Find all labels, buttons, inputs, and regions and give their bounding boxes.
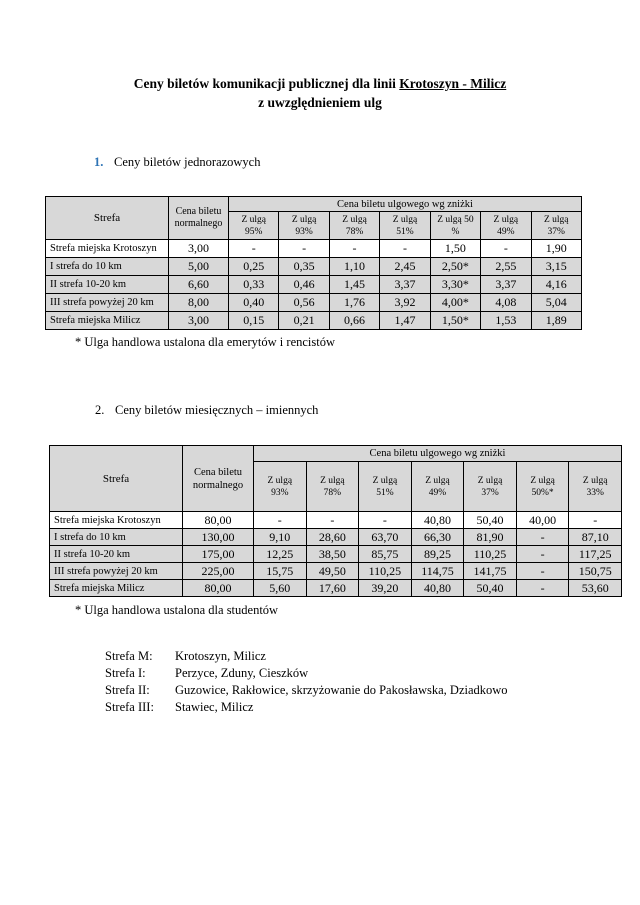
zone-definition-row [105, 699, 640, 716]
discount-column-header: Z ulgą 50 % [430, 212, 480, 240]
table-body [46, 240, 582, 330]
price-cell: 225,00 [183, 563, 254, 580]
price-cell: 50,40 [464, 512, 517, 529]
table-body [50, 512, 622, 597]
price-cell: 0,40 [229, 294, 279, 312]
normal-price-column-header: Cena biletu normalnego [169, 197, 229, 240]
zone-label-cell: II strefa 10-20 km [46, 276, 169, 294]
price-cell: 141,75 [464, 563, 517, 580]
discount-column-header: Z ulgą 78% [306, 462, 359, 512]
table-row [50, 546, 622, 563]
discount-column-header: Z ulgą 49% [411, 462, 464, 512]
price-cell: 1,47 [380, 312, 430, 330]
price-cell: - [516, 529, 569, 546]
zone-localities: Perzyce, Zduny, Cieszków [175, 666, 309, 680]
footnote-students: * Ulga handlowa ustalona dla studentów [75, 603, 279, 617]
price-cell: 40,80 [411, 580, 464, 597]
zone-label-cell: III strefa powyżej 20 km [50, 563, 183, 580]
zone-label-cell: II strefa 10-20 km [50, 546, 183, 563]
discount-column-header: Z ulgą 78% [329, 212, 379, 240]
table-row [46, 240, 582, 258]
price-cell: 1,90 [531, 240, 581, 258]
price-cell: 5,04 [531, 294, 581, 312]
zone-definition-row [105, 665, 640, 682]
price-cell: 80,00 [183, 512, 254, 529]
table-header-row [50, 446, 622, 462]
zone-name: Strefa M: [105, 649, 153, 663]
price-cell: 80,00 [183, 580, 254, 597]
table-header [46, 197, 582, 240]
price-cell: 49,50 [306, 563, 359, 580]
discount-column-header: Z ulgą 51% [380, 212, 430, 240]
price-cell: 66,30 [411, 529, 464, 546]
zone-name: Strefa II: [105, 683, 150, 697]
price-cell: 3,00 [169, 240, 229, 258]
price-cell: 2,45 [380, 258, 430, 276]
zone-localities: Stawiec, Milicz [175, 700, 254, 714]
discount-column-header: Z ulgą 93% [254, 462, 307, 512]
price-cell: 2,50* [430, 258, 480, 276]
price-cell: 12,25 [254, 546, 307, 563]
monthly-tickets-table [49, 445, 622, 597]
table-row [46, 294, 582, 312]
price-cell: 0,35 [279, 258, 329, 276]
zone-name: Strefa I: [105, 666, 146, 680]
price-cell: 0,25 [229, 258, 279, 276]
table-row [46, 276, 582, 294]
price-cell: 6,60 [169, 276, 229, 294]
price-cell: 0,15 [229, 312, 279, 330]
price-cell: 38,50 [306, 546, 359, 563]
discount-group-header: Cena biletu ulgowego wg zniżki [254, 446, 622, 462]
price-cell: 40,00 [516, 512, 569, 529]
title-line-1 [0, 74, 640, 93]
price-cell: 1,50 [430, 240, 480, 258]
discount-column-header: Z ulgą 51% [359, 462, 412, 512]
price-cell: 17,60 [306, 580, 359, 597]
discount-column-header: Z ulgą 37% [464, 462, 517, 512]
price-cell: 117,25 [569, 546, 622, 563]
strefa-column-header: Strefa [46, 197, 169, 240]
price-cell: - [279, 240, 329, 258]
table-row [50, 529, 622, 546]
discount-group-header: Cena biletu ulgowego wg zniżki [229, 197, 582, 212]
price-cell: - [306, 512, 359, 529]
zone-definition-row [105, 648, 640, 665]
price-cell: 3,37 [481, 276, 531, 294]
price-cell: 87,10 [569, 529, 622, 546]
zone-localities: Krotoszyn, Milicz [175, 649, 266, 663]
price-cell: - [516, 580, 569, 597]
zone-label-cell: Strefa miejska Milicz [46, 312, 169, 330]
price-cell: - [569, 512, 622, 529]
title-line-2: z uwzględnieniem ulg [258, 95, 382, 110]
section-number: 1. [94, 155, 104, 169]
price-cell: 114,75 [411, 563, 464, 580]
price-cell: 1,10 [329, 258, 379, 276]
price-cell: 3,37 [380, 276, 430, 294]
discount-column-header: Z ulgą 37% [531, 212, 581, 240]
price-cell: 40,80 [411, 512, 464, 529]
price-cell: 28,60 [306, 529, 359, 546]
normal-price-column-header: Cena biletu normalnego [183, 446, 254, 512]
price-cell: 175,00 [183, 546, 254, 563]
price-cell: 1,45 [329, 276, 379, 294]
price-cell: - [380, 240, 430, 258]
price-cell: 4,08 [481, 294, 531, 312]
price-cell: 150,75 [569, 563, 622, 580]
price-cell: 3,15 [531, 258, 581, 276]
table-row [46, 258, 582, 276]
price-cell: 9,10 [254, 529, 307, 546]
price-cell: 1,89 [531, 312, 581, 330]
discount-column-header: Z ulgą 49% [481, 212, 531, 240]
zone-label-cell: Strefa miejska Krotoszyn [46, 240, 169, 258]
section-label: Ceny biletów miesięcznych – imiennych [115, 403, 319, 417]
price-cell: 39,20 [359, 580, 412, 597]
price-cell: 50,40 [464, 580, 517, 597]
discount-column-header: Z ulgą 50%* [516, 462, 569, 512]
price-cell: 89,25 [411, 546, 464, 563]
discount-column-header: Z ulgą 95% [229, 212, 279, 240]
price-cell: 0,66 [329, 312, 379, 330]
title-route-underlined: Krotoszyn - Milicz [399, 76, 507, 91]
price-cell: 85,75 [359, 546, 412, 563]
section-heading-monthly-tickets [95, 402, 640, 418]
price-cell: 2,55 [481, 258, 531, 276]
price-cell: 3,92 [380, 294, 430, 312]
price-cell: 0,56 [279, 294, 329, 312]
price-cell: 53,60 [569, 580, 622, 597]
price-cell: 5,60 [254, 580, 307, 597]
price-cell: - [516, 546, 569, 563]
zone-definition-row [105, 682, 640, 699]
zone-label-cell: III strefa powyżej 20 km [46, 294, 169, 312]
price-cell: 130,00 [183, 529, 254, 546]
price-cell: - [516, 563, 569, 580]
zone-label-cell: Strefa miejska Krotoszyn [50, 512, 183, 529]
zone-definitions [105, 648, 640, 716]
price-cell: 110,25 [359, 563, 412, 580]
table-row [46, 312, 582, 330]
price-cell: 1,76 [329, 294, 379, 312]
discount-column-header: Z ulgą 93% [279, 212, 329, 240]
table-row [50, 512, 622, 529]
price-cell: 63,70 [359, 529, 412, 546]
table-header [50, 446, 622, 512]
price-cell: 4,00* [430, 294, 480, 312]
zone-localities: Guzowice, Rakłowice, skrzyżowanie do Pakosławska, Dziadkowo [175, 683, 508, 697]
price-cell: - [329, 240, 379, 258]
document-title [0, 0, 640, 112]
section-label: Ceny biletów jednorazowych [114, 155, 261, 169]
price-cell: - [229, 240, 279, 258]
section-heading-single-tickets [94, 154, 640, 170]
zone-label-cell: Strefa miejska Milicz [50, 580, 183, 597]
price-cell: 0,33 [229, 276, 279, 294]
zone-label-cell: I strefa do 10 km [46, 258, 169, 276]
title-text: Ceny biletów komunikacji publicznej dla linii [133, 76, 400, 91]
discount-column-header: Z ulgą 33% [569, 462, 622, 512]
price-cell: - [481, 240, 531, 258]
price-cell: 5,00 [169, 258, 229, 276]
zone-name: Strefa III: [105, 700, 154, 714]
table-row [50, 580, 622, 597]
price-cell: 3,30* [430, 276, 480, 294]
price-cell: - [254, 512, 307, 529]
price-cell: - [359, 512, 412, 529]
price-cell: 4,16 [531, 276, 581, 294]
price-cell: 3,00 [169, 312, 229, 330]
zone-label-cell: I strefa do 10 km [50, 529, 183, 546]
single-tickets-table [45, 196, 582, 330]
footnote-pensioners: * Ulga handlowa ustalona dla emerytów i rencistów [75, 335, 335, 349]
price-cell: 1,53 [481, 312, 531, 330]
price-cell: 0,21 [279, 312, 329, 330]
table-header-row [46, 197, 582, 212]
price-cell: 0,46 [279, 276, 329, 294]
section-number: 2. [95, 403, 105, 417]
price-cell: 15,75 [254, 563, 307, 580]
price-cell: 81,90 [464, 529, 517, 546]
strefa-column-header: Strefa [50, 446, 183, 512]
price-cell: 8,00 [169, 294, 229, 312]
table-row [50, 563, 622, 580]
price-cell: 1,50* [430, 312, 480, 330]
price-cell: 110,25 [464, 546, 517, 563]
